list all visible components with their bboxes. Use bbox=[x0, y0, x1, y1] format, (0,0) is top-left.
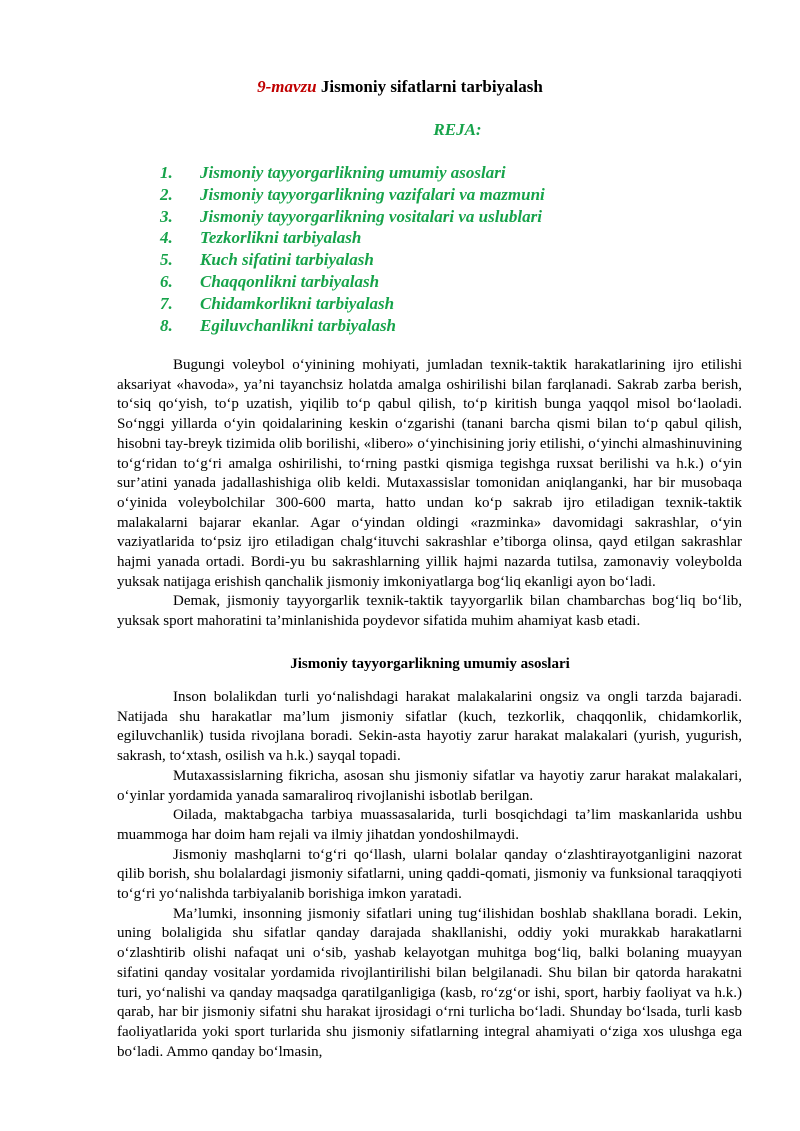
plan-heading: REJA: bbox=[433, 120, 482, 139]
plan-item bbox=[160, 315, 545, 337]
plan-item-number: 2. bbox=[160, 184, 173, 204]
plan-item-text: Chidamkorlikni tarbiyalash bbox=[200, 293, 395, 313]
section-text bbox=[117, 688, 742, 1062]
plan-item-number: 3. bbox=[160, 206, 173, 226]
plan-item bbox=[160, 206, 545, 228]
plan-item-number: 1. bbox=[160, 163, 173, 182]
intro-paragraph: Demak, jismoniy tayyorgarlik texnik-taktik tayyorgarlik bilan chambarchas bog‘liq bo‘lib, yuksak sport mahoratini ta’minlanishida poydevor sifatida muhim ahamiyat kasb etadi. bbox=[117, 593, 742, 630]
plan-item bbox=[160, 184, 545, 206]
plan-item-text: Chaqqonlikni tarbiyalash bbox=[200, 271, 380, 291]
plan-item bbox=[160, 271, 545, 293]
plan-item-text: Jismoniy tayyorgarlikning vositalari va uslublari bbox=[200, 206, 542, 226]
plan-item-text: Kuch sifatini tarbiyalash bbox=[200, 250, 374, 270]
plan-item bbox=[160, 162, 545, 184]
plan-item bbox=[160, 249, 545, 271]
plan-item-text: Jismoniy tayyorgarlikning umumiy asoslari bbox=[200, 163, 506, 182]
document-title bbox=[0, 76, 800, 98]
plan-item bbox=[160, 293, 545, 315]
intro-paragraph: Bugungi voleybol o‘yinining mohiyati, jumladan texnik-taktik harakatlarining ijro etilishi aksariyat «havoda», ya’ni tayanchsiz holatda amalga oshirilishi bilan farqlanadi. Sakrab zarba berish, to‘siq qo‘yish, to‘p uzatish, yiqilib to‘p qabul qilish, to‘p kiritish bunga yaqqol misol bo‘laoladi. So‘nggi yillarda o‘yin qoidalarining keskin o‘zgarishi (tanani barcha qismi bilan to‘p qabul qilish, hisobni tay-breyk tizimida olib borilishi, «libero» o‘yinchisining joriy etilishi, o‘yinchi almashinuvining to‘g‘ridan to‘g‘ri amalga oshirilishi, to‘rning pastki qismiga tegishga ruxsat berilishi va h.k.) o‘yin sur’atini yanada jadallashishiga olib keldi. Mutaxassislar tomonidan aniqlanganki, har bir musobaqa o‘yinida voleybolchilar 300-600 marta, hatto undan ko‘p sakrab ijro etiladigan texnik-taktik malakalarni bajarar ekanlar. Agar o‘yindan oldingi «razminka» davomidagi sakrashlar, o‘yin vaziyatlarida to‘psiz ijro etiladigan chalg‘ituvchi sakrashlar e’tiborga olinsa, qayd etilgan sakrashlar hajmi yanada ortadi. Bordi-yu bu sakrashlarning yillik hajmi nazarda tutilsa, zamonaviy voleybolda yuksak natijaga erishish qanchalik jismoniy imkoniyatlarga bog‘liq ekanligi ayon bo‘ladi. bbox=[117, 357, 742, 590]
section-paragraph: Mutaxassislarning fikricha, asosan shu jismoniy sifatlar va hayotiy zarur harakat malakalari, o‘yinlar yordamida yanada samaraliroq rivojlanishi isbotlab berilgan. bbox=[117, 767, 742, 804]
section-heading: Jismoniy tayyorgarlikning umumiy asoslari bbox=[290, 656, 570, 672]
section-paragraph: Jismoniy mashqlarni to‘g‘ri qo‘llash, ularni bolalar qanday o‘zlashtirayotganligini nazorat qilib borish, shu bolalardagi jismoniy sifatlarni, uning qaddi-qomati, jismoniy va funksional taraqqiyoti to‘g‘ri yo‘nalishda tarbiyalanib borishiga imkon yaratadi. bbox=[117, 846, 742, 903]
plan-list bbox=[160, 162, 545, 336]
section-paragraph: Oilada, maktabgacha tarbiya muassasalarida, turli bosqichdagi ta’lim maskanlarida ushbu muammoga har doim ham rejali va ilmiy jihatdan yondoshilmaydi. bbox=[117, 807, 742, 843]
topic-title: Jismoniy sifatlarni tarbiyalash bbox=[320, 77, 543, 96]
intro-text bbox=[117, 356, 742, 632]
section-paragraph: Inson bolalikdan turli yo‘nalishdagi harakat malakalarini ongsiz va ongli tarzda bajaradi. Natijada shu harakatlar ma’lum jismoniy sifatlar (kuch, tezkorlik, chaqqonlik, chidamkorlik, egiluvchanlik) tusida rivojlana boradi. Sekin-asta hayotiy zarur harakat malakalari (yurish, yugurish, sakrash, to‘xtash, osilish va h.k.) sayqal topadi. bbox=[117, 689, 742, 765]
plan-item-text: Tezkorlikni tarbiyalash bbox=[200, 228, 362, 248]
section-paragraph: Ma’lumki, insonning jismoniy sifatlari uning tug‘ilishidan boshlab shakllana boradi. Lekin, uning bolaligida shu sifatlar qanday darajada shakllanishi, oddiy yoki murakkab harakatlarni o‘zlashtirib olishi nafaqat uni o‘sib, yashab kelayotgan muhitga bog‘liq, balki bolaning muayyan sifatini qanday vositalar yordamida rivojlantirilishi bilan belgilanadi. Shu bilan bir qatorda harakatni turi, yo‘nalishi va qanday maqsadga qaratilganligiga (kasb, ro‘zg‘or ishi, sport, harbiy faoliyat va h.k.) qarab, har bir jismoniy sifatni shu harakat ijrosidagi o‘rni turlicha bo‘ladi. Shunday bo‘lsada, turli kasb faoliyatlarida yoki sport turlarida shu jismoniy sifatlarning integral ahamiyati o‘ziga xos ulushga ega bo‘ladi. Ammo qanday bo‘lmasin, bbox=[117, 905, 742, 1060]
plan-item-number: 7. bbox=[160, 293, 173, 313]
plan-item-number: 5. bbox=[160, 250, 173, 270]
topic-number: 9-mavzu bbox=[257, 77, 317, 96]
plan-item-text: Egiluvchanlikni tarbiyalash bbox=[200, 315, 397, 335]
plan-item bbox=[160, 227, 545, 249]
plan-item-number: 6. bbox=[160, 271, 173, 291]
plan-item-number: 8. bbox=[160, 315, 173, 335]
plan-item-number: 4. bbox=[160, 228, 173, 248]
plan-item-text: Jismoniy tayyorgarlikning vazifalari va mazmuni bbox=[200, 184, 545, 204]
